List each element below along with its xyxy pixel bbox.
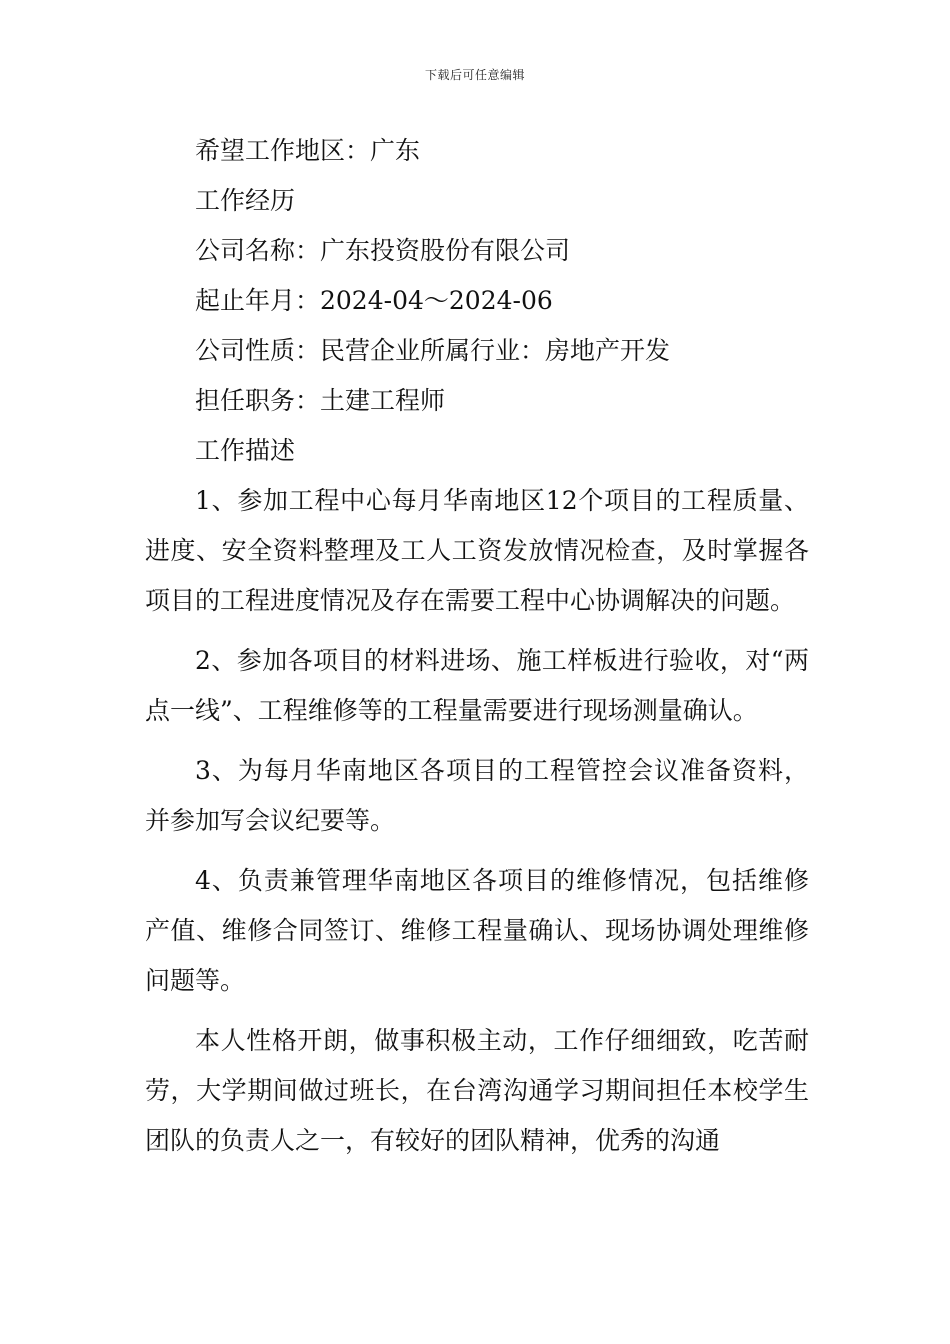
period-line: 起止年月：2024-04～2024-06 (195, 286, 553, 315)
header-note: 下载后可任意编辑 (424, 68, 525, 82)
self-evaluation-paragraph: 本人性格开朗，做事积极主动，工作仔细细致，吃苦耐劳，大学期间做过班长，在台湾沟通学习期间担任本校学生团队的负责人之一，有较好的团队精神，优秀的沟通 (145, 1026, 809, 1155)
description-paragraph-4: 4、负责兼管理华南地区各项目的维修情况，包括维修产值、维修合同签订、维修工程量确认、现场协调处理维修问题等。 (145, 866, 809, 995)
position-line: 担任职务：土建工程师 (195, 386, 446, 415)
description-paragraph-1: 1、参加工程中心每月华南地区12个项目的工程质量、进度、安全资料整理及工人工资发放情况检查，及时掌握各项目的工程进度情况及存在需要工程中心协调解决的问题。 (145, 486, 809, 615)
work-area-line: 希望工作地区：广东 (195, 136, 421, 165)
description-paragraph-3: 3、为每月华南地区各项目的工程管控会议准备资料，并参加写会议纪要等。 (145, 756, 809, 835)
description-paragraph-2: 2、参加各项目的材料进场、施工样板进行验收，对“两点一线”、工程维修等的工程量需要进行现场测量确认。 (145, 646, 809, 725)
description-heading: 工作描述 (195, 436, 296, 465)
company-name-line: 公司名称：广东投资股份有限公司 (195, 236, 571, 265)
company-type-line: 公司性质：民营企业所属行业：房地产开发 (195, 336, 671, 365)
document-body (145, 126, 809, 1176)
work-history-heading: 工作经历 (195, 186, 296, 215)
